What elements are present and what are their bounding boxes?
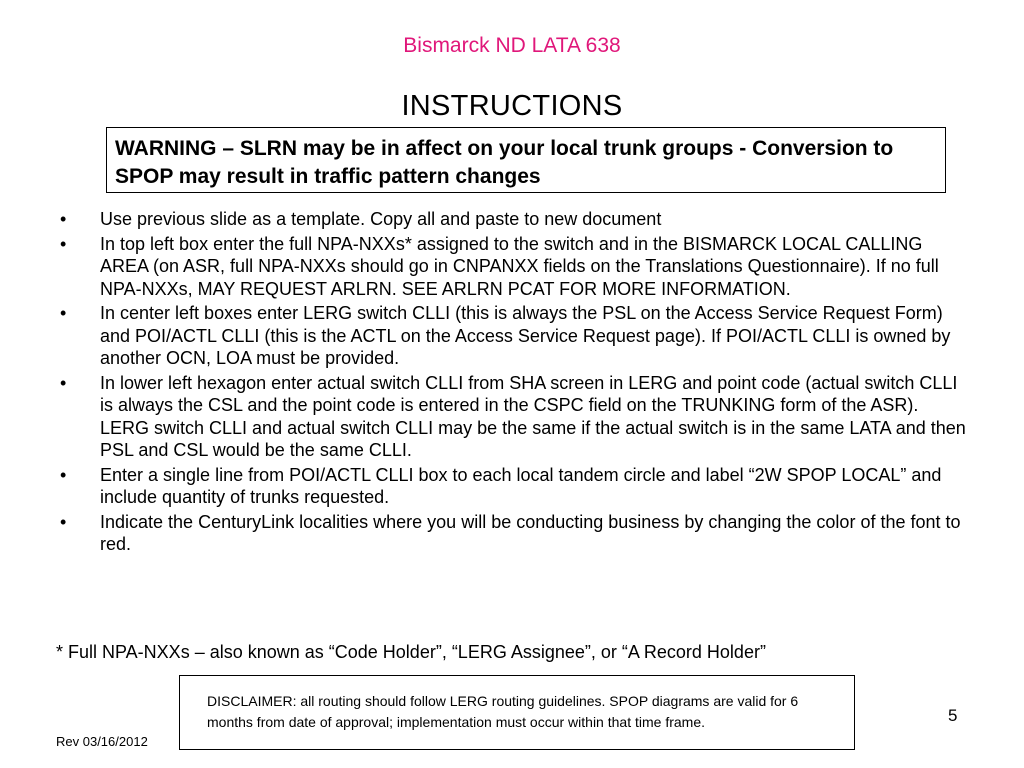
list-item-text: In center left boxes enter LERG switch CLLI (this is always the PSL on the Access Service Request Form) and POI/ACTL CLLI (this is the ACTL on the Access Service Request page). If POI/ACTL CLLI is owned by another OCN, LOA must be provided. <box>100 303 951 368</box>
warning-box <box>106 127 946 193</box>
list-item-text: Use previous slide as a template. Copy all and paste to new document <box>100 209 662 229</box>
instruction-list <box>60 208 970 558</box>
list-item <box>60 372 970 462</box>
list-item <box>60 208 970 231</box>
footnote: * Full NPA-NXXs – also known as “Code Holder”, “LERG Assignee”, or “A Record Holder” <box>56 642 766 662</box>
bullet-icon: • <box>60 233 67 254</box>
list-item-text: Indicate the CenturyLink localities where you will be conducting business by changing the color of the font to red. <box>100 511 961 554</box>
list-item-text: In lower left hexagon enter actual switch CLLI from SHA screen in LERG and point code (actual switch CLLI is always the CSL and the point code is entered in the CSPC field on the TRUNKING form of the ASR). LERG switch CLLI and actual switch CLLI may be the same if the actual switch is in the same LATA and then PSL and CSL would be the same CLLI. <box>100 372 966 460</box>
list-item-text: Enter a single line from POI/ACTL CLLI box to each local tandem circle and label “2W SPOP LOCAL” and include quantity of trunks requested. <box>100 464 942 507</box>
list-item-text: In top left box enter the full NPA-NXXs* assigned to the switch and in the BISMARCK LOCAL CALLING AREA (on ASR, full NPA-NXXs should go in CNPANXX fields on the Translations Questionnaire). If no full NPA-NXXs, MAY REQUEST ARLRN. SEE ARLRN PCAT FOR MORE INFORMATION. <box>100 233 939 299</box>
slide-subtitle: Bismarck ND LATA 638 <box>403 34 621 57</box>
page-number: 5 <box>948 706 958 725</box>
list-item <box>60 464 970 509</box>
bullet-icon: • <box>60 464 67 485</box>
bullet-icon: • <box>60 303 67 323</box>
warning-text: WARNING – SLRN may be in affect on your local trunk groups - Conversion to SPOP may result in traffic pattern changes <box>115 137 894 188</box>
bullet-icon: • <box>60 209 67 229</box>
disclaimer-box <box>179 675 855 750</box>
list-item <box>60 233 970 301</box>
disclaimer-text: DISCLAIMER: all routing should follow LERG routing guidelines. SPOP diagrams are valid for 6 months from date of approval; implementation must occur within that time frame. <box>207 693 799 730</box>
bullet-icon: • <box>60 511 67 532</box>
list-item <box>60 511 970 556</box>
list-item <box>60 302 970 370</box>
slide-title: INSTRUCTIONS <box>401 90 623 122</box>
bullet-icon: • <box>60 372 67 393</box>
revision-date: Rev 03/16/2012 <box>56 734 148 749</box>
